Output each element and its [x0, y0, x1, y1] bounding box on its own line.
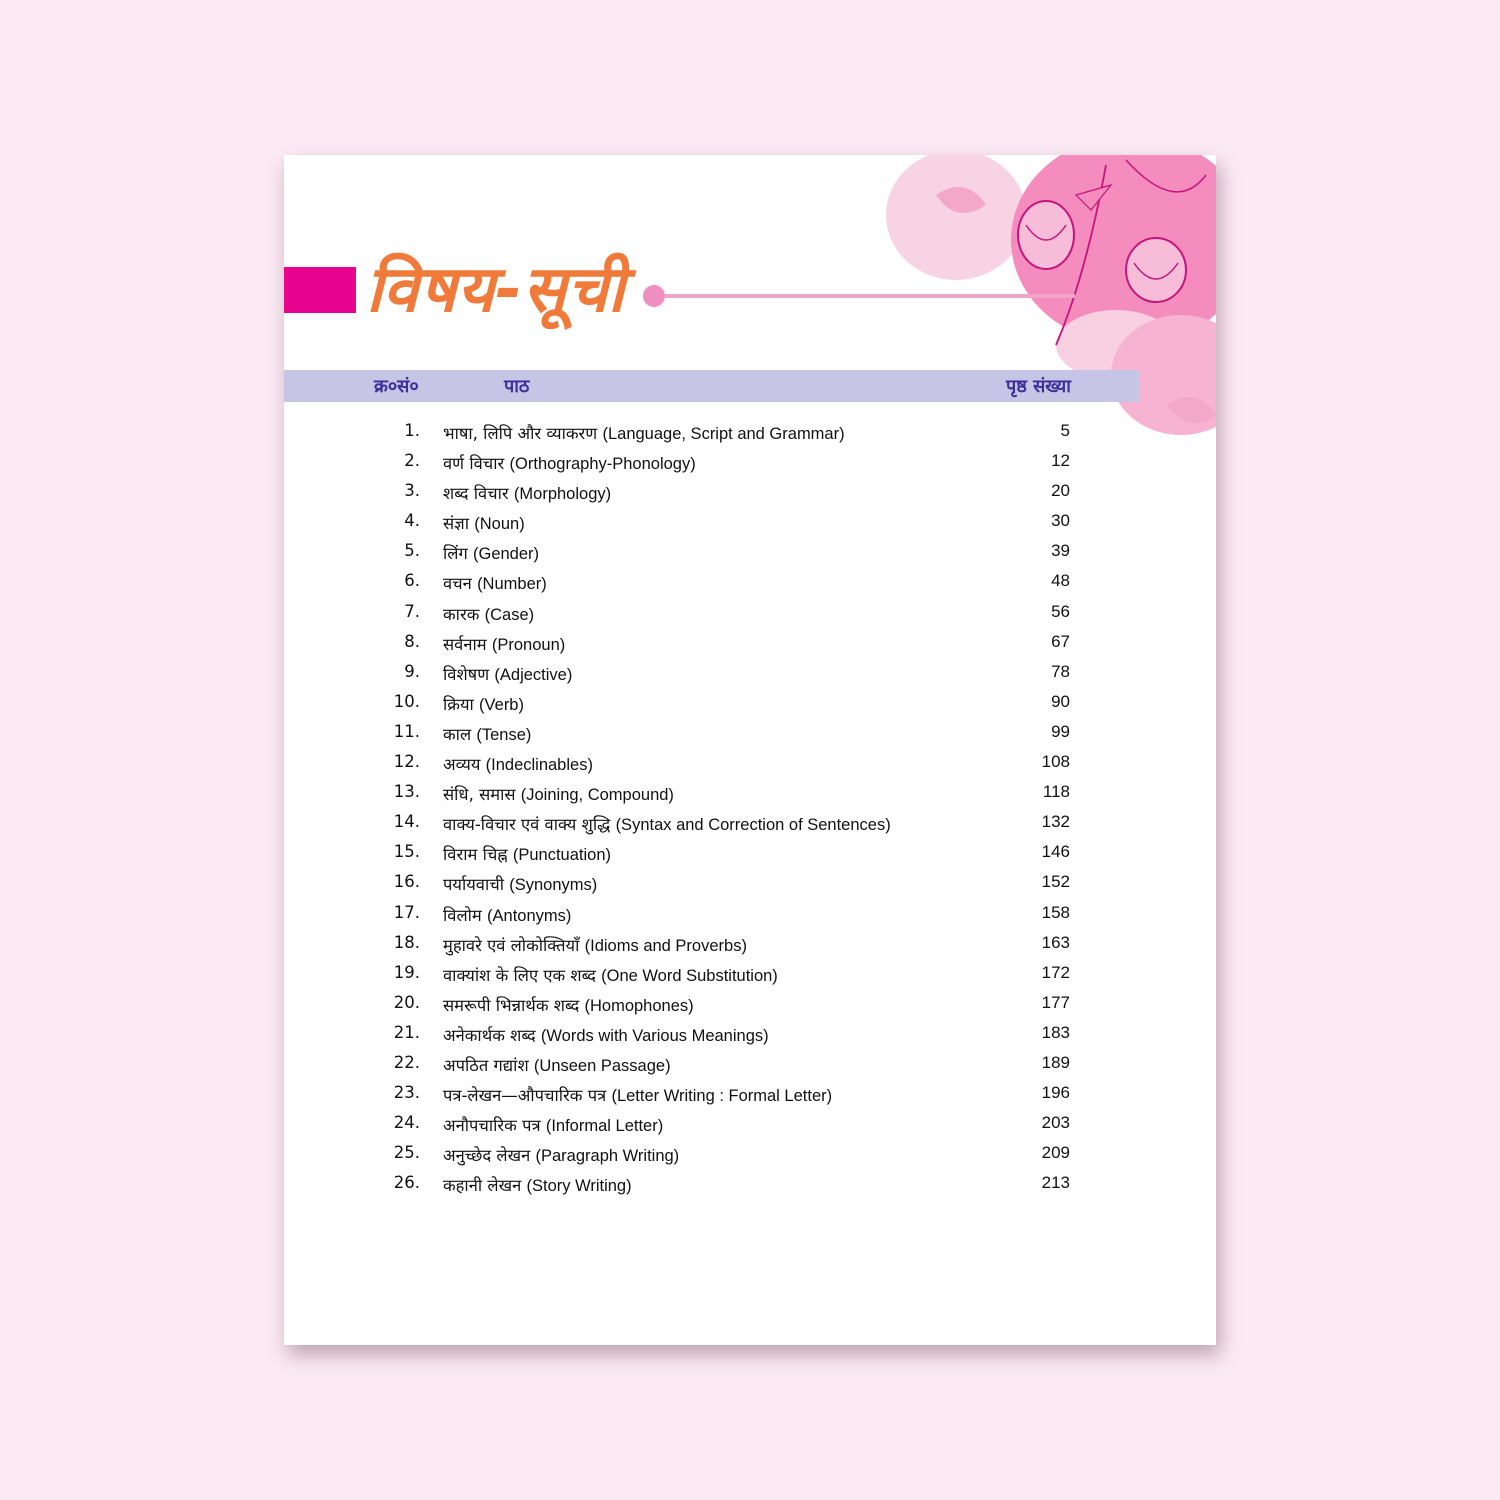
toc-entry-english: (Pronoun) — [491, 635, 566, 654]
toc-entry[interactable] — [443, 662, 572, 685]
toc-number: 21. — [393, 1022, 420, 1042]
toc-number: 7. — [404, 601, 420, 621]
toc-number: 24. — [393, 1113, 420, 1133]
toc-entry-hindi: संज्ञा — [443, 514, 470, 534]
toc-page-number: 5 — [1060, 421, 1070, 440]
toc-row[interactable] — [284, 1079, 1216, 1109]
toc-page-number: 183 — [1041, 1022, 1070, 1042]
toc-page-number: 146 — [1041, 842, 1070, 862]
toc-entry[interactable] — [443, 872, 597, 895]
toc-entry[interactable] — [443, 602, 534, 625]
toc-entry[interactable] — [443, 1113, 663, 1136]
toc-page-number: 118 — [1042, 782, 1070, 802]
toc-entry[interactable] — [443, 993, 694, 1016]
toc-entry-hindi: विलोम — [443, 905, 482, 925]
toc-row[interactable] — [284, 628, 1216, 658]
title-accent-bar — [284, 267, 356, 313]
toc-entry[interactable] — [443, 632, 565, 655]
toc-page-number: 48 — [1051, 571, 1070, 591]
toc-row[interactable] — [284, 868, 1216, 898]
toc-entry-english: (Language, Script and Grammar) — [602, 425, 845, 443]
toc-number: 2. — [404, 451, 420, 471]
toc-page-number: 12 — [1051, 451, 1070, 471]
toc-entry[interactable] — [443, 1143, 679, 1166]
toc-entry-english: (One Word Substitution) — [601, 966, 778, 985]
header-serial: क्र०सं० — [374, 376, 419, 397]
toc-entry[interactable] — [443, 692, 524, 715]
toc-row[interactable] — [284, 447, 1216, 477]
toc-entry-hindi: अव्यय — [443, 755, 481, 775]
toc-number: 14. — [393, 812, 420, 832]
toc-row[interactable] — [284, 417, 1216, 447]
toc-page-number: 203 — [1041, 1113, 1070, 1133]
toc-number: 22. — [393, 1052, 420, 1072]
toc-entry[interactable] — [443, 963, 778, 986]
toc-row[interactable] — [284, 658, 1216, 688]
toc-entry-hindi: क्रिया — [443, 694, 474, 714]
toc-page-number: 209 — [1041, 1143, 1070, 1163]
toc-entry-english: (Noun) — [474, 515, 525, 534]
toc-entry-english: (Punctuation) — [512, 846, 611, 865]
toc-page-number: 56 — [1051, 601, 1070, 621]
toc-row[interactable] — [284, 808, 1216, 838]
toc-row[interactable] — [284, 1049, 1216, 1079]
toc-entry-english: (Morphology) — [513, 485, 612, 504]
toc-row[interactable] — [284, 899, 1216, 929]
toc-page-number: 163 — [1041, 932, 1070, 952]
toc-number: 17. — [393, 902, 420, 922]
toc-entry-hindi: मुहावरे एवं लोकोक्तियाँ — [443, 935, 580, 955]
toc-entry[interactable] — [443, 782, 674, 805]
toc-number: 5. — [404, 541, 420, 561]
toc-entry-english: (Letter Writing : Formal Letter) — [611, 1087, 833, 1106]
toc-row[interactable] — [284, 1109, 1216, 1139]
toc-entry-hindi: पर्यायवाची — [443, 875, 504, 895]
toc-entry-english: (Verb) — [479, 695, 524, 714]
toc-number: 6. — [404, 571, 420, 591]
page-title: विषय-सूची — [366, 253, 626, 327]
toc-entry-hindi: वाक्य-विचार एवं वाक्य शुद्धि — [443, 815, 611, 835]
toc-entry-hindi: अनौपचारिक पत्र — [443, 1116, 541, 1136]
toc-entry[interactable] — [443, 722, 531, 745]
toc-entry[interactable] — [443, 933, 747, 956]
toc-number: 9. — [404, 661, 420, 681]
toc-entry-english: (Story Writing) — [526, 1177, 632, 1196]
toc-number: 15. — [393, 842, 420, 862]
toc-row[interactable] — [284, 477, 1216, 507]
toc-number: 16. — [393, 872, 420, 892]
toc-number: 25. — [393, 1143, 420, 1163]
toc-entry-english: (Informal Letter) — [545, 1117, 664, 1136]
toc-header — [284, 370, 1140, 402]
toc-number: 20. — [393, 992, 420, 1012]
toc-entry-english: (Paragraph Writing) — [535, 1147, 680, 1166]
header-lesson: पाठ — [504, 376, 530, 397]
toc-entry[interactable] — [443, 1173, 632, 1196]
toc-entry-hindi: वचन — [443, 574, 472, 594]
toc-row[interactable] — [284, 718, 1216, 748]
toc-number: 3. — [404, 481, 420, 501]
toc-entry[interactable] — [443, 481, 611, 504]
toc-number: 8. — [404, 631, 420, 651]
toc-page-number: 213 — [1041, 1173, 1070, 1193]
toc-number: 4. — [404, 511, 420, 531]
toc-entry[interactable] — [443, 1083, 832, 1106]
toc-row[interactable] — [284, 507, 1216, 537]
toc-entry-english: (Syntax and Correction of Sentences) — [615, 816, 891, 835]
toc-row[interactable] — [284, 778, 1216, 808]
toc-entry-hindi: समरूपी भिन्नार्थक शब्द — [443, 995, 580, 1015]
toc-entry-english: (Adjective) — [494, 665, 573, 684]
toc-page-number: 67 — [1051, 631, 1070, 651]
title-underline — [665, 294, 1075, 298]
toc-entry-english: (Unseen Passage) — [533, 1056, 671, 1075]
toc-entry-english: (Idioms and Proverbs) — [584, 936, 747, 955]
toc-row[interactable] — [284, 748, 1216, 778]
toc-number: 13. — [393, 782, 420, 802]
toc-row[interactable] — [284, 567, 1216, 597]
toc-page-number: 90 — [1051, 691, 1070, 711]
toc-page-number: 152 — [1041, 872, 1070, 892]
header-page-number: पृष्ठ संख्या — [1006, 376, 1071, 397]
toc-entry-english: (Orthography-Phonology) — [509, 455, 696, 474]
toc-entry-hindi: अपठित गद्यांश — [443, 1055, 529, 1075]
toc-entry-english: (Tense) — [476, 725, 532, 744]
toc-row[interactable] — [284, 688, 1216, 718]
toc-entry-hindi: विराम चिह्न — [443, 845, 508, 865]
toc-page-number: 172 — [1041, 962, 1070, 982]
toc-entry-hindi: अनेकार्थक शब्द — [443, 1025, 536, 1045]
toc-number: 12. — [393, 752, 420, 772]
toc-page-number: 196 — [1041, 1083, 1070, 1103]
toc-entry-hindi: लिंग — [443, 544, 468, 564]
toc-page-number: 30 — [1051, 511, 1070, 531]
toc-page-number: 99 — [1051, 721, 1070, 741]
toc-entry-hindi: वर्ण विचार — [443, 454, 505, 474]
toc-entry-hindi: कारक — [443, 604, 480, 624]
toc-entry[interactable] — [443, 541, 539, 564]
toc-row[interactable] — [284, 1169, 1216, 1199]
toc-number: 23. — [393, 1083, 420, 1103]
toc-entry-hindi: विशेषण — [443, 664, 490, 684]
toc-entry-english: (Gender) — [473, 545, 540, 564]
toc-number: 18. — [393, 932, 420, 952]
toc-entry[interactable] — [443, 1023, 769, 1046]
toc-entry-hindi: कहानी लेखन — [443, 1176, 522, 1196]
toc-list — [284, 417, 1216, 1199]
toc-entry-hindi: भाषा, लिपि और व्याकरण — [443, 424, 598, 443]
toc-entry-english: (Synonyms) — [509, 876, 598, 895]
toc-row[interactable] — [284, 537, 1216, 567]
toc-page-number: 177 — [1041, 992, 1070, 1012]
toc-number: 19. — [393, 962, 420, 982]
toc-entry[interactable] — [443, 903, 571, 926]
toc-page-number: 108 — [1041, 752, 1070, 772]
toc-page-number: 39 — [1051, 541, 1070, 561]
toc-entry[interactable] — [443, 1053, 671, 1076]
toc-entry[interactable] — [443, 812, 891, 835]
toc-entry-hindi: पत्र-लेखन—औपचारिक पत्र — [443, 1086, 607, 1106]
toc-entry-english: (Words with Various Meanings) — [540, 1026, 769, 1045]
toc-entry[interactable] — [443, 571, 547, 594]
toc-page-number: 158 — [1041, 902, 1070, 922]
toc-page-number: 132 — [1041, 812, 1070, 832]
toc-row[interactable] — [284, 1019, 1216, 1049]
toc-entry-english: (Antonyms) — [487, 906, 572, 925]
toc-entry[interactable] — [443, 842, 611, 865]
toc-row[interactable] — [284, 989, 1216, 1019]
toc-entry-hindi: अनुच्छेद लेखन — [443, 1146, 531, 1166]
toc-number: 10. — [393, 691, 420, 711]
toc-entry-english: (Case) — [484, 605, 535, 624]
toc-entry-hindi: शब्द विचार — [443, 484, 509, 504]
toc-entry-english: (Homophones) — [584, 996, 694, 1015]
toc-entry-hindi: संधि, समास — [443, 785, 516, 805]
book-page — [284, 155, 1216, 1345]
toc-entry[interactable] — [443, 752, 593, 775]
toc-row[interactable] — [284, 959, 1216, 989]
toc-page-number: 78 — [1051, 661, 1070, 681]
toc-entry[interactable] — [443, 511, 525, 534]
toc-page-number: 20 — [1051, 481, 1070, 501]
toc-entry-english: (Joining, Compound) — [520, 786, 674, 805]
toc-entry-english: (Number) — [477, 575, 547, 594]
toc-entry-hindi: सर्वनाम — [443, 634, 487, 654]
toc-entry[interactable] — [443, 451, 696, 474]
toc-entry[interactable] — [443, 421, 845, 444]
toc-row[interactable] — [284, 929, 1216, 959]
toc-row[interactable] — [284, 1139, 1216, 1169]
toc-entry-hindi: काल — [443, 724, 472, 744]
toc-number: 11. — [393, 721, 420, 741]
toc-entry-english: (Indeclinables) — [485, 756, 593, 775]
toc-row[interactable] — [284, 838, 1216, 868]
toc-page-number: 189 — [1041, 1052, 1070, 1072]
toc-number: 26. — [393, 1173, 420, 1193]
toc-entry-hindi: वाक्यांश के लिए एक शब्द — [443, 965, 596, 985]
toc-row[interactable] — [284, 598, 1216, 628]
toc-number: 1. — [404, 421, 420, 440]
title-dot — [643, 285, 665, 307]
